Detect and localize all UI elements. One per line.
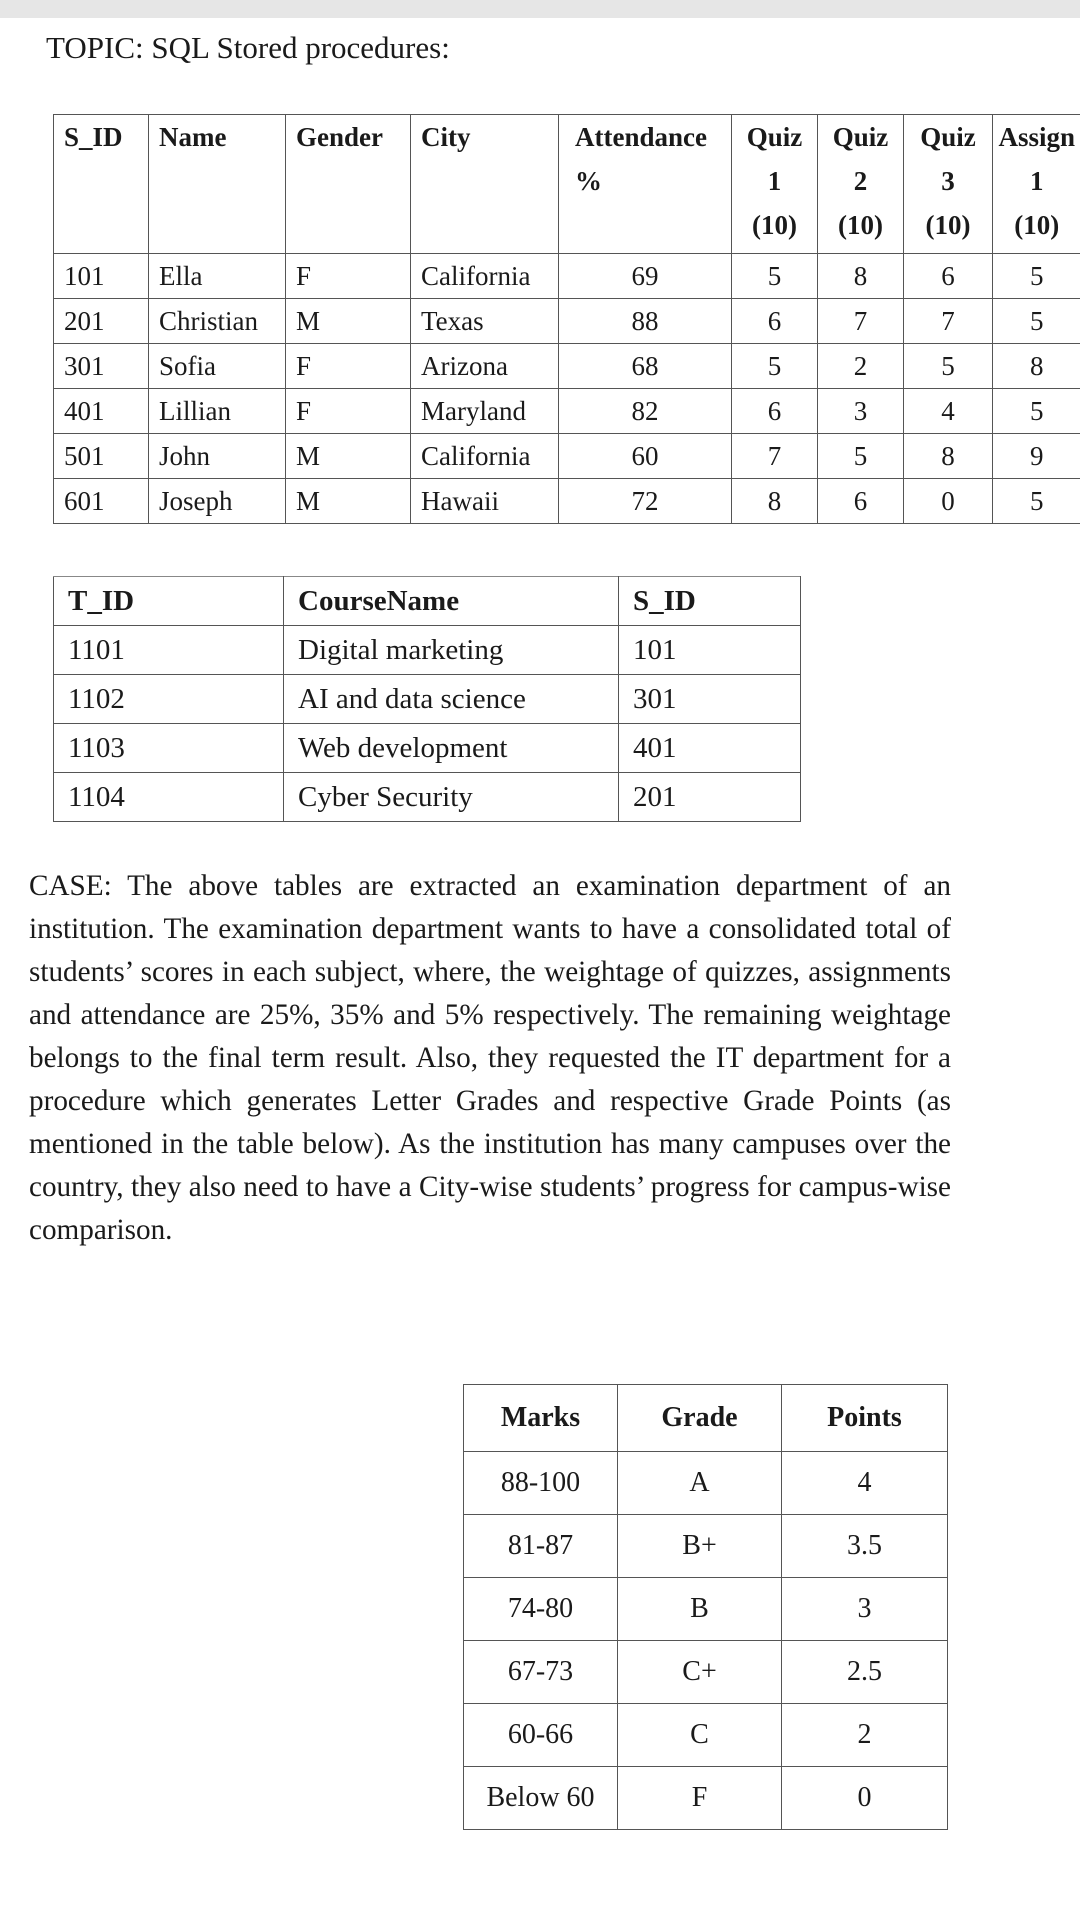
top-bar — [0, 0, 1080, 18]
student-quiz3-cell: 8 — [904, 434, 993, 479]
student-row — [54, 254, 1080, 299]
grade-marks-cell: 60-66 — [464, 1704, 618, 1767]
student-quiz1-cell: 5 — [732, 344, 818, 389]
student-city-cell: Hawaii — [411, 479, 559, 524]
student-quiz2-cell: 2 — [818, 344, 904, 389]
student-city-cell: California — [411, 434, 559, 479]
grade-points-cell: 3 — [782, 1578, 948, 1641]
student-quiz1-cell: 6 — [732, 389, 818, 434]
student-assign1-cell: 5 — [993, 389, 1080, 434]
student-assign1-cell: 9 — [993, 434, 1080, 479]
grade-row — [464, 1641, 948, 1704]
student-row — [54, 389, 1080, 434]
student-quiz3-cell: 5 — [904, 344, 993, 389]
grade-grade-cell: A — [618, 1452, 782, 1515]
course-row — [54, 724, 801, 773]
grade-row — [464, 1704, 948, 1767]
student-quiz2-cell: 5 — [818, 434, 904, 479]
courses-table — [53, 576, 801, 822]
course-sid-cell: 401 — [619, 724, 801, 773]
course-tid-cell: 1104 — [54, 773, 284, 822]
student-quiz2-cell: 3 — [818, 389, 904, 434]
grade-points-cell: 4 — [782, 1452, 948, 1515]
student-gender-cell: M — [286, 479, 411, 524]
student-row — [54, 479, 1080, 524]
student-sid-cell: 401 — [54, 389, 149, 434]
student-sid-cell: 201 — [54, 299, 149, 344]
student-quiz3-cell: 6 — [904, 254, 993, 299]
grade-row — [464, 1578, 948, 1641]
header-attendance: Attendance % — [559, 115, 732, 254]
grade-header-row — [464, 1385, 948, 1452]
grade-row — [464, 1452, 948, 1515]
student-sid-cell: 501 — [54, 434, 149, 479]
student-city-cell: Arizona — [411, 344, 559, 389]
student-gender-cell: M — [286, 434, 411, 479]
student-sid-cell: 601 — [54, 479, 149, 524]
page-title: TOPIC: SQL Stored procedures: — [46, 30, 450, 65]
grade-marks-cell: 74-80 — [464, 1578, 618, 1641]
header-assign1: Assign 1 (10) — [993, 115, 1080, 254]
student-gender-cell: F — [286, 389, 411, 434]
grade-grade-cell: C — [618, 1704, 782, 1767]
student-attendance-cell: 72 — [559, 479, 732, 524]
header-grade: Grade — [618, 1385, 782, 1452]
student-attendance-cell: 69 — [559, 254, 732, 299]
grade-grade-cell: C+ — [618, 1641, 782, 1704]
grade-points-cell: 0 — [782, 1767, 948, 1830]
header-sid: S_ID — [54, 115, 149, 254]
student-gender-cell: F — [286, 254, 411, 299]
course-tid-cell: 1102 — [54, 675, 284, 724]
student-name-cell: Lillian — [149, 389, 286, 434]
header-coursename: CourseName — [284, 577, 619, 626]
student-quiz2-cell: 6 — [818, 479, 904, 524]
student-city-cell: Maryland — [411, 389, 559, 434]
course-sid-cell: 301 — [619, 675, 801, 724]
student-quiz1-cell: 5 — [732, 254, 818, 299]
students-table — [53, 114, 1080, 524]
student-quiz3-cell: 4 — [904, 389, 993, 434]
student-name-cell: Joseph — [149, 479, 286, 524]
students-header-row — [54, 115, 1080, 254]
grade-grade-cell: B — [618, 1578, 782, 1641]
header-quiz2: Quiz 2 (10) — [818, 115, 904, 254]
grade-points-cell: 2.5 — [782, 1641, 948, 1704]
course-tid-cell: 1101 — [54, 626, 284, 675]
student-quiz2-cell: 7 — [818, 299, 904, 344]
student-sid-cell: 101 — [54, 254, 149, 299]
grade-marks-cell: 67-73 — [464, 1641, 618, 1704]
student-attendance-cell: 82 — [559, 389, 732, 434]
student-gender-cell: F — [286, 344, 411, 389]
student-name-cell: John — [149, 434, 286, 479]
student-quiz2-cell: 8 — [818, 254, 904, 299]
student-quiz3-cell: 7 — [904, 299, 993, 344]
course-coursename-cell: Digital marketing — [284, 626, 619, 675]
student-assign1-cell: 5 — [993, 254, 1080, 299]
student-attendance-cell: 68 — [559, 344, 732, 389]
grade-table — [463, 1384, 948, 1830]
grade-points-cell: 2 — [782, 1704, 948, 1767]
course-row — [54, 675, 801, 724]
grade-grade-cell: F — [618, 1767, 782, 1830]
header-points: Points — [782, 1385, 948, 1452]
student-assign1-cell: 5 — [993, 299, 1080, 344]
header-gender: Gender — [286, 115, 411, 254]
student-sid-cell: 301 — [54, 344, 149, 389]
course-coursename-cell: Web development — [284, 724, 619, 773]
student-assign1-cell: 5 — [993, 479, 1080, 524]
student-quiz1-cell: 6 — [732, 299, 818, 344]
student-city-cell: California — [411, 254, 559, 299]
student-name-cell: Ella — [149, 254, 286, 299]
student-row — [54, 434, 1080, 479]
course-sid-cell: 201 — [619, 773, 801, 822]
header-name: Name — [149, 115, 286, 254]
student-assign1-cell: 8 — [993, 344, 1080, 389]
course-sid-cell: 101 — [619, 626, 801, 675]
header-city: City — [411, 115, 559, 254]
student-name-cell: Sofia — [149, 344, 286, 389]
student-row — [54, 344, 1080, 389]
course-row — [54, 773, 801, 822]
student-attendance-cell: 88 — [559, 299, 732, 344]
grade-row — [464, 1767, 948, 1830]
header-quiz1: Quiz 1 (10) — [732, 115, 818, 254]
header-course-sid: S_ID — [619, 577, 801, 626]
student-quiz1-cell: 8 — [732, 479, 818, 524]
course-coursename-cell: AI and data science — [284, 675, 619, 724]
grade-grade-cell: B+ — [618, 1515, 782, 1578]
student-city-cell: Texas — [411, 299, 559, 344]
grade-points-cell: 3.5 — [782, 1515, 948, 1578]
course-row — [54, 626, 801, 675]
grade-marks-cell: Below 60 — [464, 1767, 618, 1830]
header-quiz3: Quiz 3 (10) — [904, 115, 993, 254]
grade-marks-cell: 88-100 — [464, 1452, 618, 1515]
course-coursename-cell: Cyber Security — [284, 773, 619, 822]
student-name-cell: Christian — [149, 299, 286, 344]
grade-row — [464, 1515, 948, 1578]
student-attendance-cell: 60 — [559, 434, 732, 479]
student-gender-cell: M — [286, 299, 411, 344]
course-tid-cell: 1103 — [54, 724, 284, 773]
header-tid: T_ID — [54, 577, 284, 626]
grade-marks-cell: 81-87 — [464, 1515, 618, 1578]
student-quiz1-cell: 7 — [732, 434, 818, 479]
case-description: CASE: The above tables are extracted an examination department of an institution. The examination department wants to have a consolidated total of students’ scores in each subject, where, the weightage of quizzes, assignments and attendance are 25%, 35% and 5% respectively. The remaining weightage belongs to the final term result. Also, they requested the IT department for a procedure which generates Letter Grades and respective Grade Points (as mentioned in the table below). As the institution has many campuses over the country, they also need to have a City-wise students’ progress for campus-wise comparison. — [29, 870, 951, 1246]
student-row — [54, 299, 1080, 344]
student-quiz3-cell: 0 — [904, 479, 993, 524]
header-marks: Marks — [464, 1385, 618, 1452]
courses-header-row — [54, 577, 801, 626]
